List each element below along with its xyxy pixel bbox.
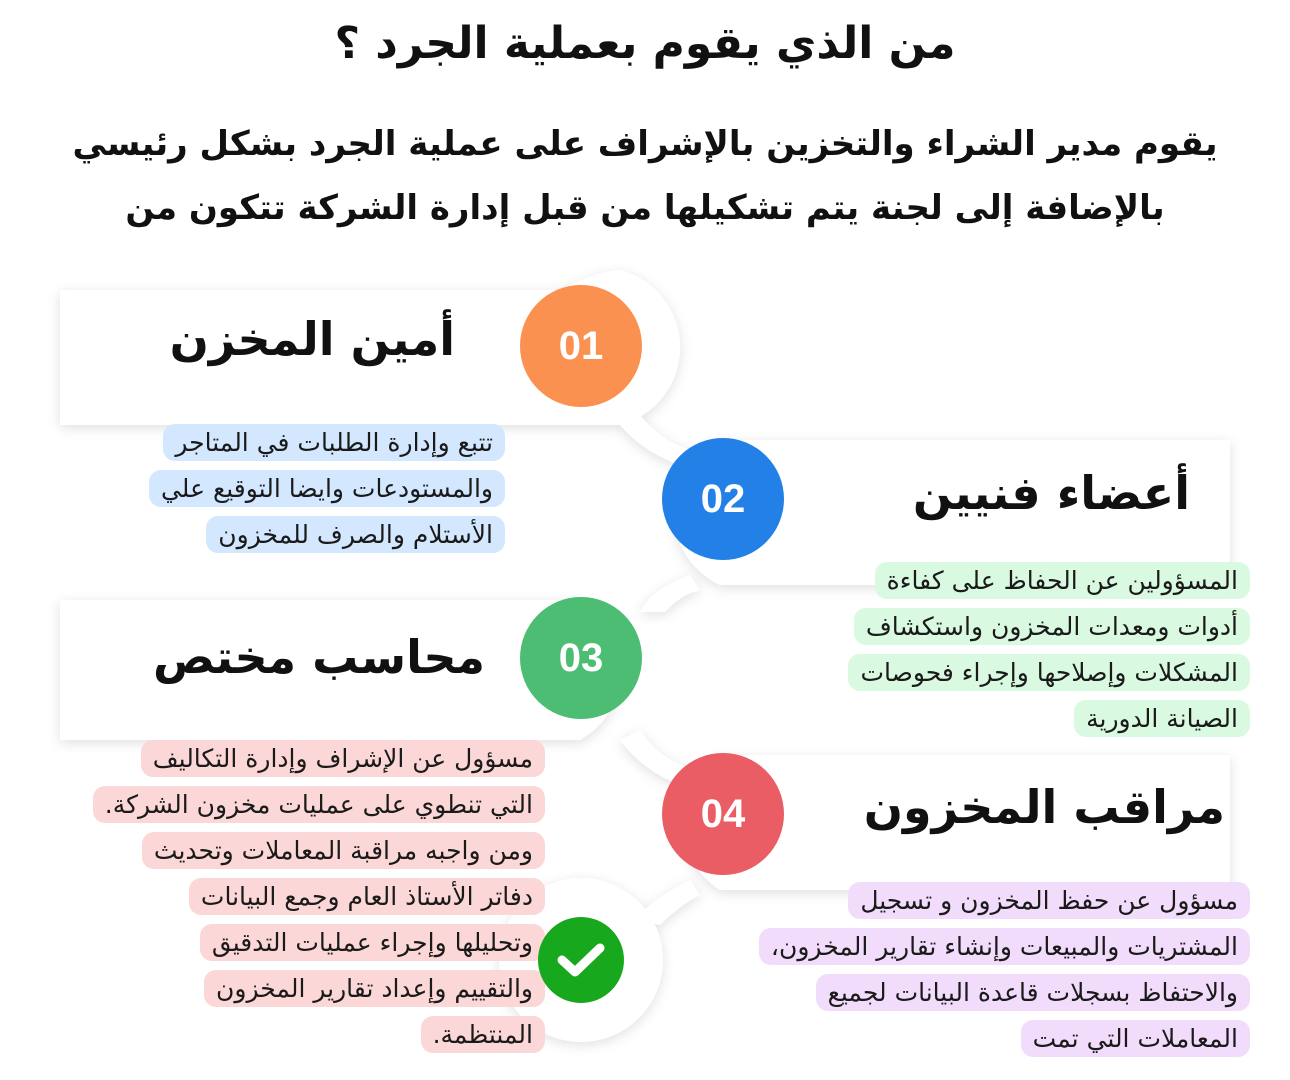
description-text: المشكلات وإصلاحها وإجراء فحوصات: [848, 654, 1250, 691]
description-line: [780, 604, 1250, 650]
step-number-2: [662, 438, 784, 560]
description-text: والاحتفاظ بسجلات قاعدة البيانات لجميع: [816, 974, 1250, 1011]
description-line: [780, 650, 1250, 696]
step-number-label: 04: [700, 791, 746, 836]
description-text: دفاتر الأستاذ العام وجمع البيانات: [189, 878, 545, 915]
description-line: [65, 420, 505, 466]
description-text: مسؤول عن الإشراف وإدارة التكاليف: [141, 740, 545, 777]
description-text: الصيانة الدورية: [1074, 700, 1250, 737]
description-line: [680, 1016, 1250, 1062]
check-icon: [538, 917, 624, 1003]
step-number-1: [520, 285, 642, 407]
description-text: المنتظمة.: [421, 1016, 545, 1053]
description-line: [65, 466, 505, 512]
description-line: [65, 512, 505, 558]
description-text: وتحليلها وإجراء عمليات التدقيق: [200, 924, 545, 961]
description-line: [25, 1012, 545, 1058]
description-line: [25, 782, 545, 828]
description-line: [25, 874, 545, 920]
step-description-1: [65, 420, 505, 558]
description-text: المسؤولين عن الحفاظ على كفاءة: [875, 562, 1250, 599]
description-line: [25, 828, 545, 874]
step-number-4: [662, 753, 784, 875]
description-line: [780, 696, 1250, 742]
description-line: [25, 966, 545, 1012]
description-text: الأستلام والصرف للمخزون: [206, 516, 505, 553]
description-text: المعاملات التي تمت: [1021, 1020, 1250, 1057]
description-text: تتبع وإدارة الطلبات في المتاجر: [163, 424, 505, 461]
step-heading-4: مراقب المخزون: [863, 780, 1225, 834]
step-heading-3: محاسب مختص: [152, 630, 485, 684]
step-heading-2: أعضاء فنيين: [912, 466, 1190, 520]
description-text: مسؤول عن حفظ المخزون و تسجيل: [848, 882, 1250, 919]
step-number-3: [520, 597, 642, 719]
page-title: من الذي يقوم بعملية الجرد ؟: [334, 18, 956, 69]
description-line: [680, 878, 1250, 924]
checkmark-glyph: [556, 940, 606, 980]
description-line: [680, 970, 1250, 1016]
description-line: [780, 558, 1250, 604]
subtitle: [30, 112, 1260, 240]
description-text: والتقييم وإعداد تقارير المخزون: [204, 970, 545, 1007]
description-text: ومن واجبه مراقبة المعاملات وتحديث: [142, 832, 545, 869]
description-text: أدوات ومعدات المخزون واستكشاف: [854, 608, 1250, 645]
step-description-3: [25, 736, 545, 1058]
step-number-label: 03: [558, 635, 604, 680]
description-text: والمستودعات وايضا التوقيع علي: [149, 470, 505, 507]
description-line: [25, 736, 545, 782]
description-text: المشتريات والمبيعات وإنشاء تقارير المخزون،: [759, 928, 1250, 965]
step-number-label: 02: [700, 476, 746, 521]
description-text: التي تنطوي على عمليات مخزون الشركة.: [93, 786, 545, 823]
step-heading-1: أمين المخزن: [169, 312, 455, 366]
step-description-2: [780, 558, 1250, 742]
subtitle-line: يقوم مدير الشراء والتخزين بالإشراف على عملية الجرد بشكل رئيسي: [72, 124, 1218, 164]
description-line: [25, 920, 545, 966]
step-number-label: 01: [558, 323, 604, 368]
subtitle-line: بالإضافة إلى لجنة يتم تشكيلها من قبل إدارة الشركة تتكون من: [125, 188, 1165, 228]
step-description-4: [680, 878, 1250, 1062]
description-line: [680, 924, 1250, 970]
